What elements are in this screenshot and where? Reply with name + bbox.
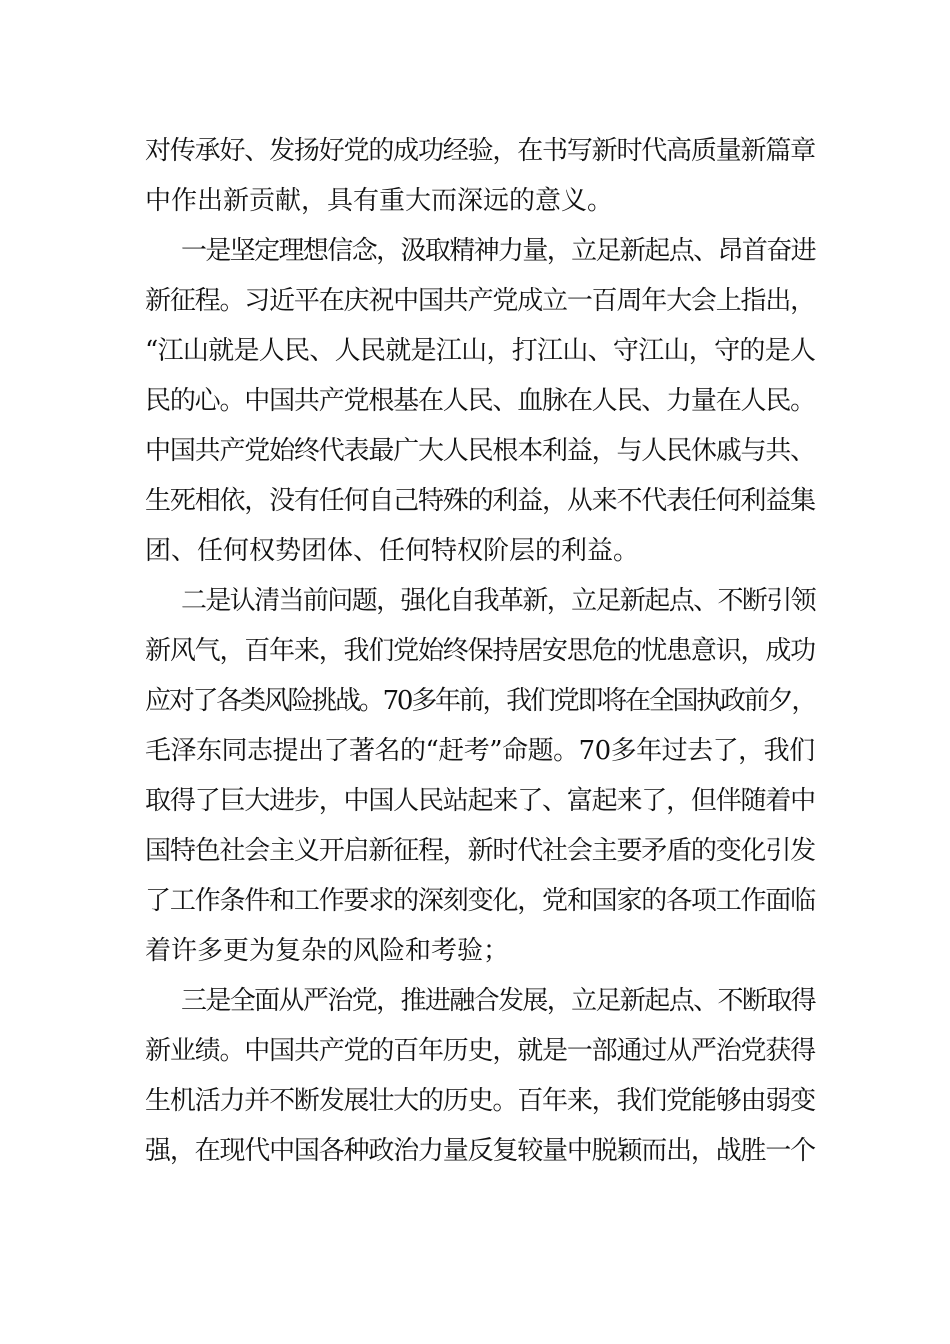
- text-line-4: 新征程。习近平在庆祝中国共产党成立一百周年大会上指出，: [145, 286, 816, 316]
- text-line-3: 一是坚定理想信念，汲取精神力量，立足新起点、昂首奋进: [181, 236, 816, 266]
- text-line-13: 毛泽东同志提出了著名的“赶考”命题。70多年过去了，我们: [145, 736, 815, 766]
- text-line-8: 生死相依，没有任何自己特殊的利益，从来不代表任何利益集: [145, 486, 816, 516]
- text-line-11: 新风气，百年来，我们党始终保持居安思危的忧患意识，成功: [145, 636, 816, 666]
- text-line-20: 生机活力并不断发展壮大的历史。百年来，我们党能够由弱变: [145, 1086, 816, 1116]
- text-line-21: 强，在现代中国各种政治力量反复较量中脱颖而出，战胜一个: [145, 1136, 816, 1166]
- text-line-10: 二是认清当前问题，强化自我革新，立足新起点、不断引领: [181, 586, 816, 616]
- text-line-19: 新业绩。中国共产党的百年历史，就是一部通过从严治党获得: [145, 1036, 816, 1066]
- text-line-14: 取得了巨大进步，中国人民站起来了、富起来了，但伴随着中: [145, 786, 816, 816]
- text-line-7: 中国共产党始终代表最广大人民根本利益，与人民休戚与共、: [145, 436, 816, 466]
- text-line-2: 中作出新贡献，具有重大而深远的意义。: [145, 186, 614, 216]
- text-line-17: 着许多更为复杂的风险和考验；: [145, 936, 510, 966]
- text-line-1: 对传承好、发扬好党的成功经验，在书写新时代高质量新篇章: [145, 136, 816, 166]
- text-line-5: “江山就是人民、人民就是江山，打江山、守江山，守的是人: [145, 336, 816, 366]
- text-line-16: 了工作条件和工作要求的深刻变化，党和国家的各项工作面临: [145, 886, 816, 916]
- text-line-18: 三是全面从严治党，推进融合发展，立足新起点、不断取得: [181, 986, 816, 1016]
- text-line-9: 团、任何权势团体、任何特权阶层的利益。: [145, 536, 640, 566]
- text-line-12: 应对了各类风险挑战。70多年前，我们党即将在全国执政前夕，: [145, 686, 816, 716]
- text-line-6: 民的心。中国共产党根基在人民、血脉在人民、力量在人民。: [145, 386, 816, 416]
- text-line-15: 国特色社会主义开启新征程，新时代社会主要矛盾的变化引发: [145, 836, 816, 866]
